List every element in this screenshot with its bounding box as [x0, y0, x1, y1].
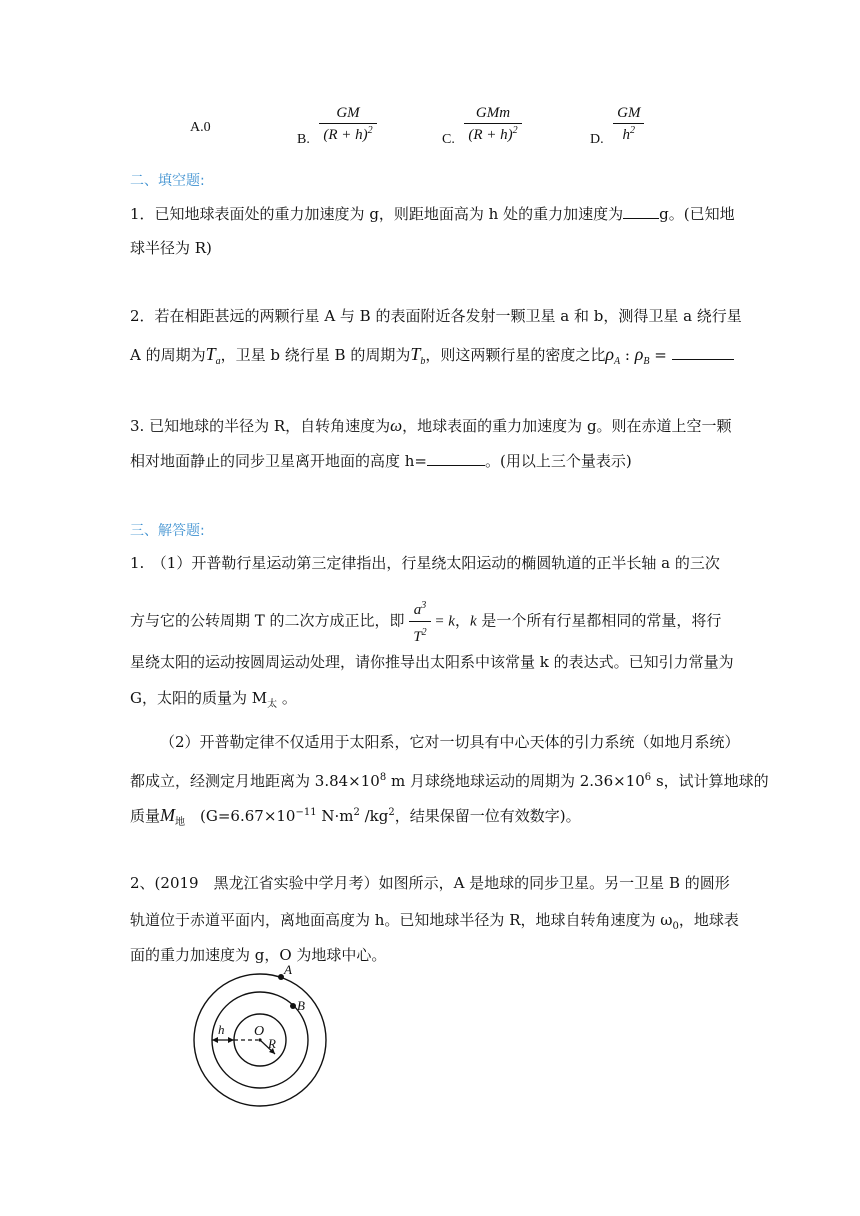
height-arrow-left: [212, 1037, 218, 1043]
orbit-diagram: [180, 962, 340, 1110]
option-d: [590, 105, 644, 147]
option-c-denominator: $(R + h)^2$: [468, 125, 518, 143]
option-d-numerator: GM: [613, 105, 644, 124]
label-a: A: [284, 962, 292, 977]
option-c-label: C.: [442, 131, 455, 147]
p1-line-3: 星绕太阳的运动按圆周运动处理，请你推导出太阳系中该常量 k 的表达式。已知引力常量为: [130, 653, 734, 671]
q2-line-1: 2．若在相距甚远的两颗行星 A 与 B 的表面附近各发射一颗卫星 a 和 b，测得卫星 a 绕行星: [130, 307, 742, 325]
p1-line-7: 质量$M_地$ ($G=6.67\times 10^{-11}$ $N\cdot m^2$ $/kg^2$，结果保留一位有效数字)。: [130, 805, 581, 828]
q3-line-1: 3. 已知地球的半径为 R，自转角速度为ω，地球表面的重力加速度为 g。则在赤道上空一颗: [130, 416, 732, 435]
label-b: B: [297, 998, 305, 1013]
q2-answer-blank[interactable]: [672, 345, 734, 360]
q3-answer-blank[interactable]: [427, 451, 485, 466]
p2-line-1: 2、(2019 黑龙江省实验中学月考）如图所示，A 是地球的同步卫星。另一卫星 B 的圆形: [130, 874, 730, 892]
option-d-denominator: $h^2$: [622, 125, 636, 143]
option-b: [297, 105, 377, 147]
label-o: O: [254, 1024, 265, 1039]
label-h: h: [218, 1022, 225, 1037]
p1-line-1: 1. （1）开普勒行星运动第三定律指出，行星绕太阳运动的椭圆轨道的正半长轴 a 的三次: [130, 554, 720, 572]
option-b-label: B.: [297, 131, 310, 147]
option-d-label: D.: [590, 131, 604, 147]
section-solve-title: 三、解答题:: [130, 523, 205, 539]
p1-line-2: 方与它的公转周期 T 的二次方成正比，即 $\frac{a^3}{T^2}$ = k，k 是一个所有行星都相同的常量，将行: [130, 596, 721, 647]
height-arrow-right: [228, 1037, 234, 1043]
option-d-fraction: [613, 105, 644, 144]
p2-line-2: 轨道位于赤道平面内，离地面高度为 h。已知地球半径为 R，地球自转角速度为 $\omega_0$，地球表: [130, 911, 739, 932]
label-r: R: [268, 1036, 276, 1051]
option-b-fraction: [319, 105, 376, 144]
p1-line-6: 都成立，经测定月地距离为 $3.84\times 10^8$ m 月球绕地球运动的周期为 $2.36\times 10^6$ s，试计算地球的: [130, 772, 769, 790]
p1-line-5: （2）开普勒定律不仅适用于太阳系，它对一切具有中心天体的引力系统（如地月系统）: [160, 733, 740, 751]
option-b-denominator: $(R + h)^2$: [323, 125, 373, 143]
option-c: [442, 105, 522, 147]
option-c-fraction: [464, 105, 521, 144]
q1-line-2: 球半径为 R): [130, 239, 212, 257]
q1-line-1: 1．已知地球表面处的重力加速度为 g，则距地面高为 h 处的重力加速度为 g。(已知地: [130, 205, 735, 223]
q2-line-2: A 的周期为$T_a$，卫星 b 绕行星 B 的周期为$T_b$，则这两颗行星的密度之比$\rho_A$ : $\rho_B$ =: [130, 344, 734, 372]
option-c-numerator: GMm: [464, 105, 521, 124]
section-fill-in-title: 二、填空题:: [130, 173, 205, 189]
p1-line-4: G，太阳的质量为 $M_太$ 。: [130, 689, 297, 710]
p1-fraction: $\frac{a^3}{T^2}$: [409, 596, 430, 647]
satellite-b-dot: [290, 1003, 296, 1009]
p2-line-3: 面的重力加速度为 g，O 为地球中心。: [130, 946, 387, 964]
q3-line-2: 相对地面静止的同步卫星离开地面的高度 h= 。(用以上三个量表示): [130, 452, 632, 470]
option-a: A.0: [190, 120, 211, 135]
option-b-numerator: GM: [319, 105, 376, 124]
q1-answer-blank[interactable]: [623, 204, 659, 219]
